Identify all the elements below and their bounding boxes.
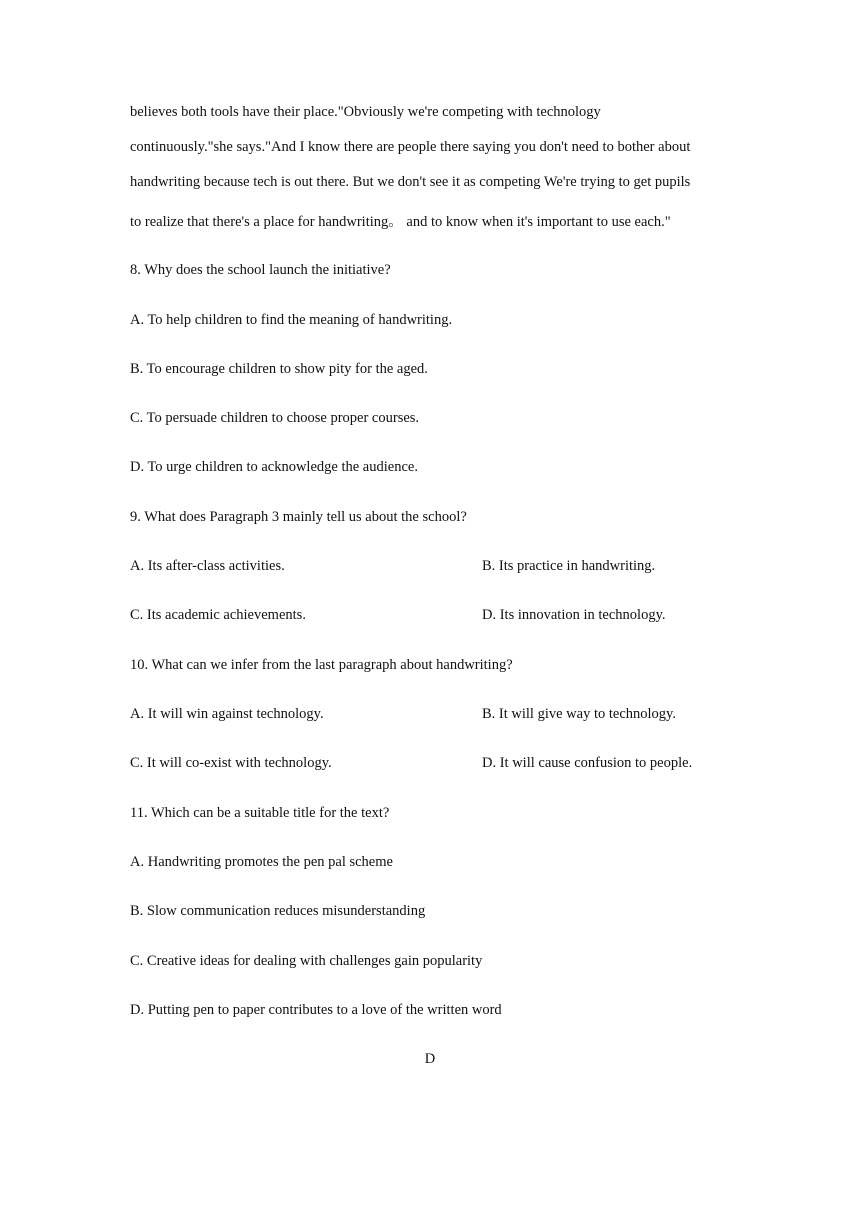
passage-line: to realize that there's a place for handwriting。 and to know when it's important to use each." — [130, 214, 671, 230]
question-stem: 9. What does Paragraph 3 mainly tell us about the school? — [130, 509, 467, 525]
option: D. Putting pen to paper contributes to a love of the written word — [130, 1002, 502, 1018]
option: C. To persuade children to choose proper courses. — [130, 410, 420, 426]
option: D. To urge children to acknowledge the audience. — [130, 459, 418, 475]
passage-line: continuously."she says."And I know there are people there saying you don't need to bother about — [130, 139, 691, 155]
option: B. Its practice in handwriting. — [482, 558, 656, 574]
option: C. Its academic achievements. — [130, 607, 306, 623]
option: A. Handwriting promotes the pen pal scheme — [130, 854, 393, 870]
option: D. It will cause confusion to people. — [482, 755, 693, 771]
option: B. Slow communication reduces misunderstanding — [130, 903, 426, 919]
option: A. Its after-class activities. — [130, 558, 285, 574]
option: B. To encourage children to show pity for the aged. — [130, 361, 428, 377]
question-stem: 10. What can we infer from the last paragraph about handwriting? — [130, 657, 513, 673]
option: A. It will win against technology. — [130, 706, 324, 722]
option: D. Its innovation in technology. — [482, 607, 666, 623]
section-label: D — [424, 1051, 436, 1067]
option: C. It will co-exist with technology. — [130, 755, 332, 771]
passage-line: believes both tools have their place."Obviously we're competing with technology — [130, 104, 601, 120]
option: A. To help children to find the meaning of handwriting. — [130, 312, 453, 328]
option: C. Creative ideas for dealing with challenges gain popularity — [130, 953, 483, 969]
passage-line: handwriting because tech is out there. But we don't see it as competing We're trying to get pupils — [130, 174, 691, 190]
question-stem: 11. Which can be a suitable title for the text? — [130, 805, 390, 821]
question-stem: 8. Why does the school launch the initiative? — [130, 262, 391, 278]
option: B. It will give way to technology. — [482, 706, 676, 722]
